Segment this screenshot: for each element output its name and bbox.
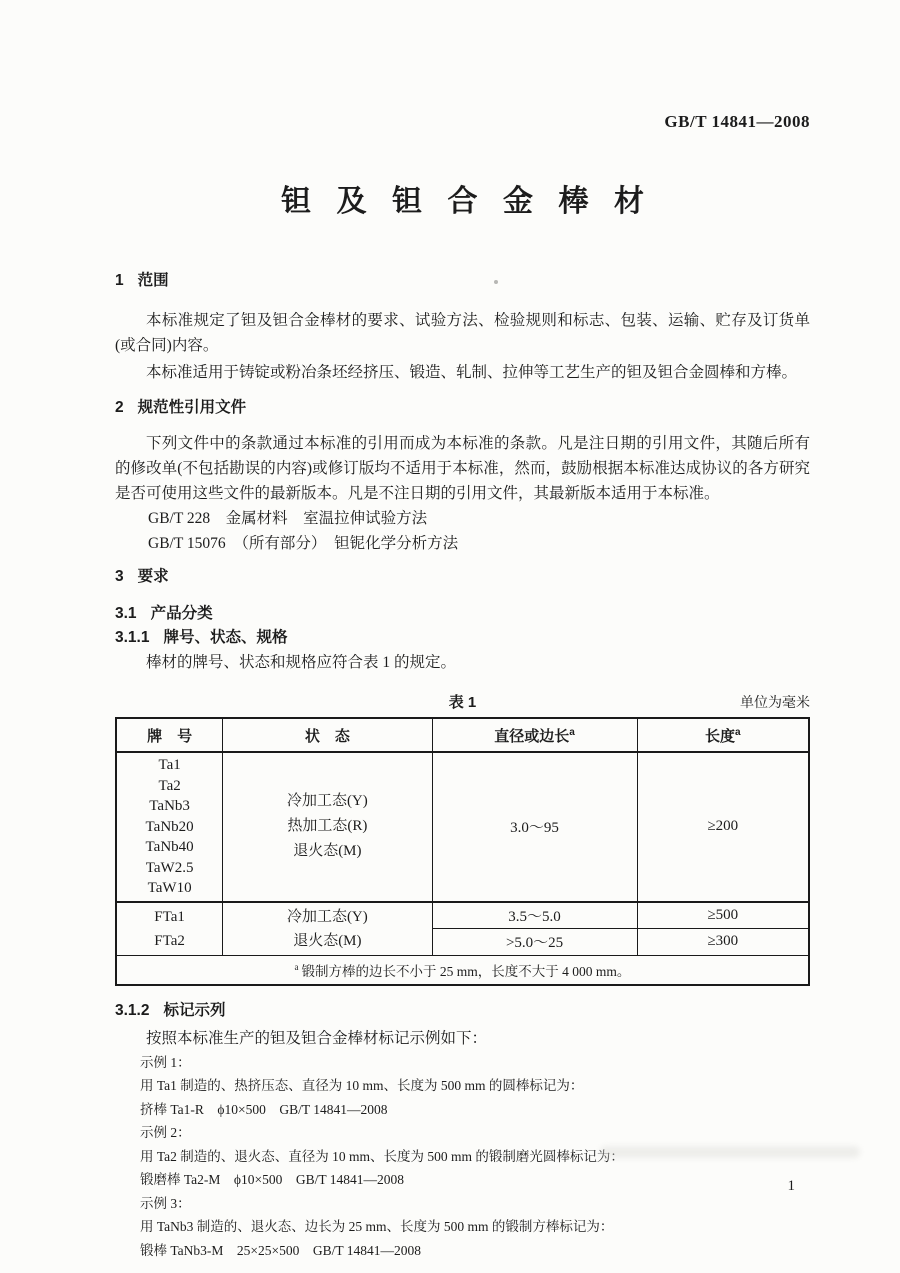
example-1-label: 示例 1： [140,1054,191,1070]
section-1-number: 1 [115,272,124,289]
example-1-description: 用 Ta1 制造的、热挤压态、直径为 10 mm、长度为 500 mm 的圆棒标记为： [140,1078,584,1093]
reference-gbt228: GB/T 228 金属材料 室温拉伸试验方法 [148,510,428,527]
state-annealed: 退火态(M) [293,843,362,860]
table-row-group2-sub1 [116,902,809,929]
section-2-heading [115,397,810,419]
section-2-number: 2 [115,399,124,416]
superscript: a [569,726,575,738]
state-hot-worked: 热加工态(R) [287,818,368,835]
section-3-heading [115,566,810,588]
grade-tanb20: TaNb20 [145,818,194,835]
state-cold-worked: 冷加工态(Y) [286,793,368,810]
col-header-grade: 牌 号 [116,718,223,752]
section-3-number: 3 [115,568,124,585]
example-3 [115,1192,810,1263]
section-2-title: 规范性引用文件 [137,399,247,416]
grade-taw2-5: TaW2.5 [145,859,194,876]
section-3-1-heading [115,603,810,625]
scan-noise-streak [600,1146,860,1158]
section-3-1-title: 产品分类 [150,605,213,622]
col-header-length: 长度$^a$ [637,718,809,752]
section-1-heading [115,270,810,292]
grade-tanb3: TaNb3 [149,798,190,814]
grade-fta2: FTa2 [154,932,185,949]
section-1-paragraph-1: 本标准规定了钽及钽合金棒材的要求、试验方法、检验规则和标志、包装、运输、贮存及订货单(或合同)内容。 [115,312,810,354]
standard-number: GB/T 14841—2008 [664,112,810,131]
document-title: 钽及钽合金棒材 [281,185,670,218]
group2-grades [116,902,223,956]
group2-sub1-diameter: 3.5～5.0 [432,902,637,929]
col-header-diameter: 直径或边长$^a$ [432,718,637,752]
group1-length: ≥200 [637,752,809,902]
section-3-title: 要求 [137,568,169,585]
normative-references [115,506,810,556]
section-3-1-2-heading [115,1000,810,1022]
section-3-1-number: 3.1 [115,605,137,622]
section-2-paragraph-1: 下列文件中的条款通过本标准的引用而成为本标准的条款。凡是注日期的引用文件，其随后所有的修改单(不包括勘误的内容)或修订版均不适用于本标准，然而，鼓励根据本标准达成协议的各方研究是否可使用这些文件的最新版本。凡是不注日期的引用文件，其最新版本适用于本标准。 [115,435,810,502]
superscript: a [735,726,741,738]
group1-states [223,752,432,902]
example-3-label: 示例 3： [140,1195,191,1211]
example-2-description: 用 Ta2 制造的、退火态、直径为 10 mm、长度为 500 mm 的锻制磨光圆棒标记为： [140,1148,624,1164]
example-1-marking: 挤棒 Ta1-R ϕ10×500 GB/T 14841—2008 [140,1101,388,1117]
section-1-paragraph-2: 本标准适用于铸锭或粉冶条坯经挤压、锻造、轧制、拉伸等工艺生产的钽及钽合金圆棒和方棒。 [146,364,798,381]
footnote-text: 锻制方棒的边长不小于 25 mm，长度不大于 4 000 mm。 [301,963,631,979]
group2-sub2-length: ≥300 [637,929,809,956]
example-1 [115,1051,810,1122]
section-3-1-1-paragraph: 棒材的牌号、状态和规格应符合表 1 的规定。 [146,654,457,671]
table-unit-note: 单位为毫米 [740,696,810,711]
section-3-1-2-number: 3.1.2 [115,1001,150,1019]
table-caption-row [115,691,810,713]
scan-noise-dot [494,280,498,284]
table-1-grades-states-sizes [115,717,810,986]
footnote-marker: a [294,962,299,972]
reference-gbt15076: GB/T 15076 （所有部分） 钽铌化学分析方法 [148,535,459,552]
col-header-state: 状 态 [223,718,432,752]
group1-grades [116,752,223,902]
table-header-row [116,718,809,752]
group2-sub1-length: ≥500 [637,902,809,929]
grade-ta1: Ta1 [158,757,181,773]
section-1-title: 范围 [137,272,169,289]
grade-ta2: Ta2 [158,777,181,794]
example-2-label: 示例 2： [140,1125,191,1140]
group1-diameter: 3.0～95 [432,752,637,902]
table-caption: 表 1 [448,694,477,711]
group2-states [223,902,432,956]
section-3-1-2-title: 标记示列 [163,1001,226,1019]
state-annealed-2: 退火态(M) [293,932,362,949]
example-2-marking: 锻磨棒 Ta2-M ϕ10×500 GB/T 14841—2008 [140,1172,405,1187]
grade-tanb40: TaNb40 [145,839,194,855]
section-3-1-1-heading [115,627,810,649]
state-cold-worked-2: 冷加工态(Y) [286,908,368,925]
marking-intro: 按照本标准生产的钽及钽合金棒材标记示例如下： [146,1029,488,1047]
page-number: 1 [787,1178,795,1194]
table-row-group1 [116,752,809,902]
grade-fta1: FTa1 [154,908,185,925]
example-3-marking: 锻棒 TaNb3-M 25×25×500 GB/T 14841—2008 [140,1242,422,1258]
example-3-description: 用 TaNb3 制造的、退火态、边长为 25 mm、长度为 500 mm 的锻制方棒标记为： [140,1219,614,1234]
grade-taw10: TaW10 [147,880,192,896]
section-3-1-1-number: 3.1.1 [115,629,150,646]
table-footnote-row [116,955,809,985]
group2-sub2-diameter: >5.0～25 [432,929,637,956]
section-3-1-1-title: 牌号、状态、规格 [163,629,288,646]
table-footnote [116,955,809,985]
